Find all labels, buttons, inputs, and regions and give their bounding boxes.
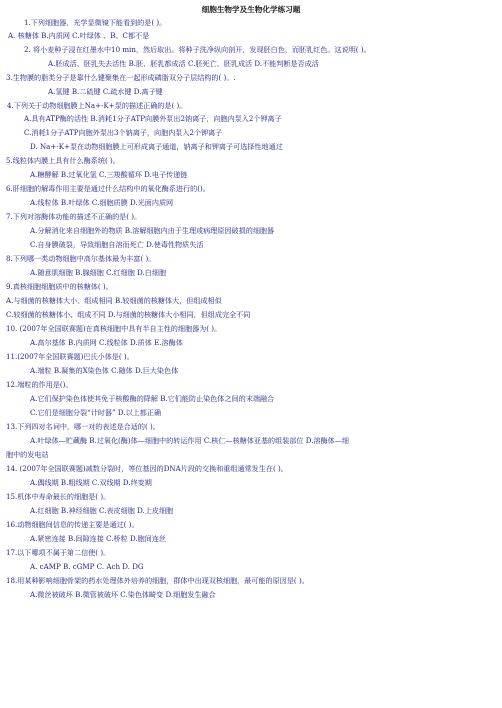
q4-stem: 4.下列关于动物细胞膜上Na+-K+泵的描述正确的是( )。 [7, 101, 187, 110]
q10-options: A.高尔基体 B.内质网 C.线粒体 D.质体 E.溶酶体 [30, 338, 183, 347]
q3-options: A.氢键 B.二硫键 C.疏水键 D.离子键 [48, 87, 163, 96]
q7-options-ab: A.分解消化来自细胞外的物质 B.溶解细胞内由于生理或病理原因破损的细胞器 [30, 226, 275, 235]
q17-options: A. cAMP B. cGMP C. Ach D. DG [30, 562, 144, 571]
q4-option-c: C.消耗1分子ATP向胞外泵出3个钠离子，向胞内泵入2个钾离子 [24, 128, 223, 137]
q10-stem: 10. (2007年全国联赛题)在真核细胞中具有半自主性的细胞器为( )。 [6, 324, 222, 333]
q12-options-cd: C.它们是细胞分裂“计时器” D.以上都正确 [30, 408, 162, 417]
q14-options: A.偶线期 B.粗线期 C.双线期 D.终变期 [30, 478, 152, 487]
q1-stem: 1.下列细胞器，光学显微镜下能看到的是( )。 [24, 18, 167, 27]
q4-option-ab: A.具有ATP酶的活性 B.消耗1分子ATP向膜外泵出2钠离子，向胞内泵入2个钾离子 [24, 114, 282, 123]
q18-options: A.微丝被破坏 B.微管被破坏 C.染色体畸变 D.细胞发生融合 [30, 590, 216, 599]
q2-stem: 2. 将小麦种子浸在红墨水中10 min，然后取出。将种子洗净纵向剖开，发现胚白色，而胚乳红色。这说明( )。 [24, 45, 371, 54]
q9-stem: 9.真核细胞细胞质中的核糖体( )。 [6, 282, 113, 291]
q16-options: A.紧密连接 B.间隙连接 C.桥粒 D.胞间连丝 [30, 534, 167, 543]
q2-options: A.胚成活、胚乳失去活性 B.胚、胚乳都成活 C.胚死亡、胚乳成活 D.不能判断是否成活 [48, 59, 319, 68]
q3-stem: 3.生物膜的脂类分子是靠什么键聚集在一起形成磷脂双分子层结构的( )。. [6, 73, 236, 82]
q9-options-cd: C.较细菌的核糖体小、组成不同 D.与细菌的核糖体大小相同，但组成完全不同 [6, 310, 251, 319]
q12-options-ab: A.它们保护染色体使其免于核酸酶的降解 B.它们能防止染色体之间的末端融合 [30, 394, 275, 403]
q16-stem: 16.动物细胞间信息的传递主要是通过( )。 [6, 520, 139, 529]
q5-stem: 5.线粒体内膜上具有什么酶系统( )。 [6, 156, 120, 165]
q13-options: A.叶绿体—贮藏酶 B.过氧化(酶)体—细胞中的转运作用 C.核仁—核糖体亚基的组装部位 D.溶酶体—细 [30, 436, 349, 445]
q17-stem: 17.以下哪项不属于第二信使( )。 [6, 548, 111, 557]
q8-options: A.随意肌细胞 B.腺细胞 C.红细胞 D.白细胞 [30, 268, 167, 277]
q6-options: A.线粒体 B.叶绿体 C.细胞质膜 D.光面内质网 [30, 198, 174, 207]
q13-options-cont: 胞中的发电站 [6, 450, 49, 459]
q15-stem: 15.机体中寿命最长的细胞是( )。 [6, 492, 111, 501]
q15-options: A.红细胞 B.神经细胞 C.表皮细胞 D.上皮细胞 [30, 506, 174, 515]
q8-stem: 8.下列哪一类动物细胞中高尔基体最为丰富( )。 [6, 254, 156, 263]
q11-options: A.端粒 B.凝集的X染色体 C.随体 D.巨大染色体 [30, 366, 179, 375]
q14-stem: 14. (2007年全国联赛题)减数分裂时，等位基因的DNA片段的交换和重组通常发生在( )。 [6, 464, 288, 473]
q6-stem: 6.肝细胞的解毒作用主要是通过什么结构中的氧化酶系进行的()。 [6, 184, 210, 193]
document-title: 细胞生物学及生物化学练习题 [201, 5, 301, 14]
q4-option-d: D. Na+-K+泵在动物细胞膜上可形成离子通道，钠离子和钾离子可选择性地通过 [30, 142, 283, 151]
q13-stem: 13.下列四对名词中，哪一对的表述是合适的( )。 [6, 422, 160, 431]
q18-stem: 18.用某种影响细胞骨架的药水处理体外培养的细胞，群体中出现双核细胞，最可能的原因是( )。 [6, 576, 309, 585]
q12-stem: 12.端粒的作用是()。 [6, 380, 73, 389]
q5-options: A.糖酵解 B.过氧化氢 C.三羧酸循环 D.电子传递链 [30, 170, 188, 179]
q7-stem: 7.下列对溶酶体功能的描述不正确的是( )。 [6, 212, 142, 221]
q1-options: A. 核糖体 B.内质网 C.叶绿体 、B、C都不是 [8, 31, 150, 40]
q9-options-ab: A.与细菌的核糖体大小、组成相同 B.较细菌的核糖体大，但组成相似 [6, 296, 222, 305]
q7-options-cd: C.自身膜破裂，导致细胞自溶而死亡 D.使毒性物质失活 [30, 240, 204, 249]
q11-stem: 11.(2007年全国联赛题)巴氏小体是( )。 [6, 352, 134, 361]
